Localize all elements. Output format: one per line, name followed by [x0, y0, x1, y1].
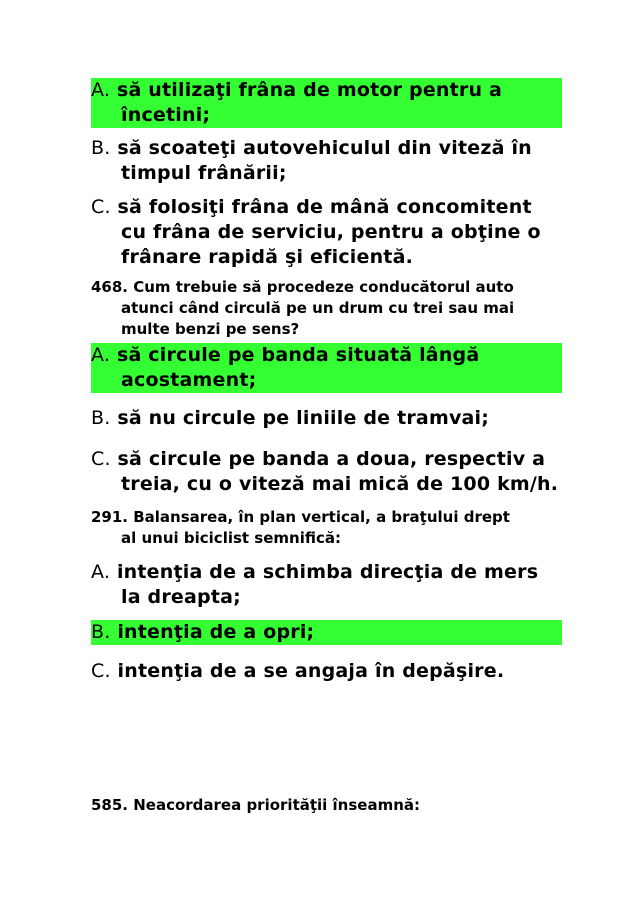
option-letter: A. — [91, 344, 111, 366]
question-291 — [91, 507, 562, 549]
answer-line — [91, 447, 562, 472]
option-letter: A. — [91, 79, 111, 101]
answer-option-b — [91, 406, 562, 431]
question-line: multe benzi pe sens? — [121, 320, 300, 338]
option-letter: B. — [91, 621, 111, 643]
answer-line: frânare rapidă şi eficientă. — [121, 246, 414, 268]
option-letter: B. — [91, 137, 111, 159]
answer-line — [91, 195, 562, 220]
answer-line — [91, 620, 562, 645]
answer-option-a — [91, 343, 562, 393]
answer-line: timpul frânării; — [121, 162, 287, 184]
answer-option-b — [91, 136, 562, 186]
answer-line — [91, 136, 562, 161]
answer-highlight — [91, 78, 562, 128]
option-letter: C. — [91, 448, 111, 470]
option-letter: A. — [91, 561, 111, 583]
answer-line — [91, 560, 562, 585]
question-line: 291. Balansarea, în plan vertical, a braţului drept — [91, 508, 510, 526]
answer-text: intenţia de a se angaja în depăşire. — [117, 660, 505, 682]
answer-option-a — [91, 78, 562, 128]
answer-text: să circule pe banda situată lângă — [116, 344, 480, 366]
option-letter: C. — [91, 660, 111, 682]
answer-line — [91, 406, 562, 431]
answer-option-a — [91, 560, 562, 610]
answer-text: să scoateţi autovehiculul din viteză în — [117, 137, 532, 159]
answer-option-c — [91, 195, 562, 270]
answer-option-c — [91, 659, 562, 684]
option-letter: C. — [91, 196, 111, 218]
option-letter: B. — [91, 407, 111, 429]
answer-text: să nu circule pe liniile de tramvai; — [117, 407, 490, 429]
answer-line: încetini; — [121, 104, 211, 126]
answer-line — [91, 343, 562, 368]
answer-line: cu frâna de serviciu, pentru a obţine o — [121, 221, 541, 243]
answer-text: să utilizaţi frâna de motor pentru a — [116, 79, 503, 101]
question-line: 585. Neacordarea priorităţii înseamnă: — [91, 796, 421, 814]
answer-text: să circule pe banda a doua, respectiv a — [117, 448, 546, 470]
answer-line: acostament; — [121, 369, 257, 391]
answer-text: să folosiţi frâna de mână concomitent — [117, 196, 532, 218]
answer-text: intenţia de a schimba direcţia de mers — [116, 561, 539, 583]
answer-line: la dreapta; — [121, 586, 241, 608]
answer-option-b — [91, 620, 562, 645]
answer-highlight — [91, 343, 562, 393]
answer-line — [91, 659, 562, 684]
question-line: 468. Cum trebuie să procedeze conducătorul auto — [91, 278, 514, 296]
question-line: atunci când circulă pe un drum cu trei sau mai — [121, 299, 515, 317]
answer-highlight — [91, 620, 562, 645]
answer-line: treia, cu o viteză mai mică de 100 km/h. — [121, 473, 559, 495]
question-585 — [91, 795, 562, 816]
answer-line — [91, 78, 562, 103]
question-line: al unui biciclist semnifică: — [121, 529, 341, 547]
answer-option-c — [91, 447, 562, 497]
answer-text: intenţia de a opri; — [117, 621, 315, 643]
question-468 — [91, 277, 562, 340]
